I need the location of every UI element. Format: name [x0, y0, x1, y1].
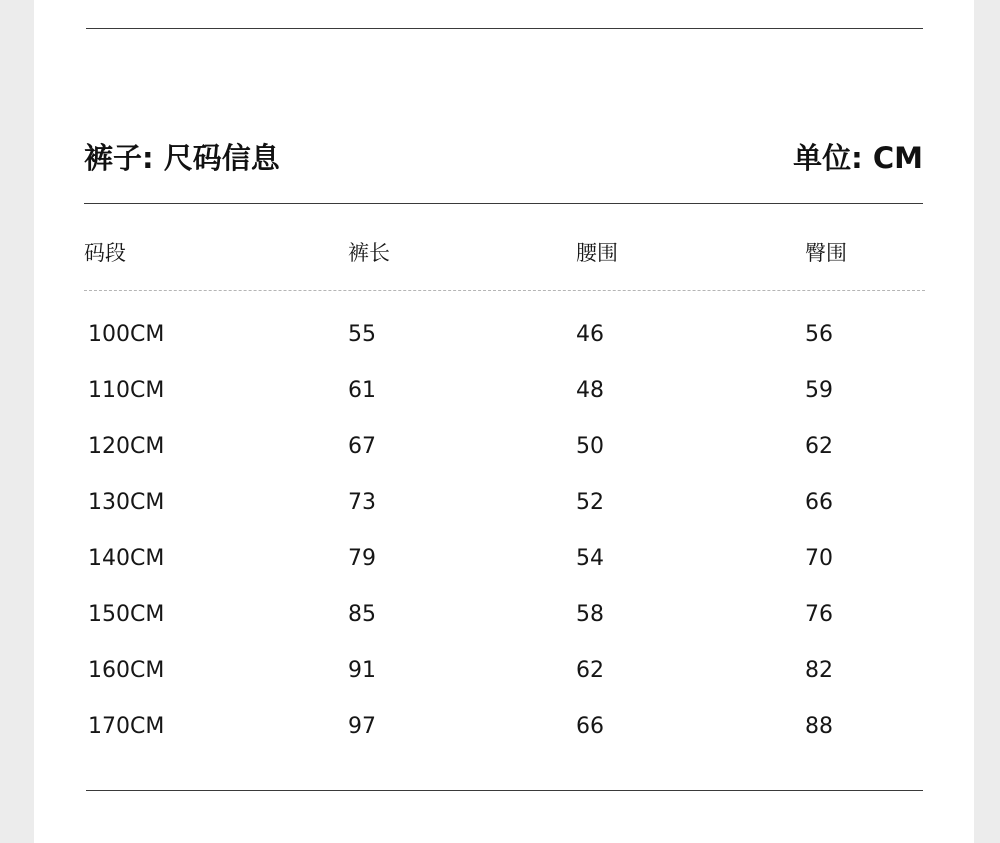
cell-waist: 48: [576, 378, 604, 403]
cell-hip: 56: [805, 322, 833, 347]
cell-waist: 50: [576, 434, 604, 459]
cell-size: 120CM: [88, 434, 165, 459]
page-title: 裤子: 尺码信息: [84, 141, 280, 175]
table-row: [0, 544, 1000, 600]
cell-length: 61: [348, 378, 376, 403]
cell-size: 150CM: [88, 602, 165, 627]
column-header-hip: 臀围: [805, 241, 847, 265]
bottom-divider: [86, 790, 923, 791]
cell-hip: 62: [805, 434, 833, 459]
cell-waist: 52: [576, 490, 604, 515]
column-header-waist: 腰围: [576, 241, 618, 265]
unit-label: 单位: CM: [793, 141, 923, 175]
table-row: [0, 656, 1000, 712]
header-divider: [84, 203, 923, 204]
cell-hip: 66: [805, 490, 833, 515]
cell-waist: 46: [576, 322, 604, 347]
cell-length: 73: [348, 490, 376, 515]
column-header-size: 码段: [84, 241, 126, 265]
table-row: [0, 376, 1000, 432]
cell-waist: 54: [576, 546, 604, 571]
top-divider: [86, 28, 923, 29]
table-row: [0, 600, 1000, 656]
cell-length: 67: [348, 434, 376, 459]
cell-length: 85: [348, 602, 376, 627]
cell-waist: 62: [576, 658, 604, 683]
cell-waist: 66: [576, 714, 604, 739]
column-header-length: 裤长: [348, 241, 390, 265]
table-row: [0, 320, 1000, 376]
cell-hip: 70: [805, 546, 833, 571]
cell-size: 110CM: [88, 378, 165, 403]
table-row: [0, 712, 1000, 768]
header-dashed-divider: [84, 290, 925, 291]
cell-length: 79: [348, 546, 376, 571]
cell-size: 170CM: [88, 714, 165, 739]
table-row: [0, 488, 1000, 544]
cell-length: 97: [348, 714, 376, 739]
cell-waist: 58: [576, 602, 604, 627]
cell-size: 140CM: [88, 546, 165, 571]
cell-size: 100CM: [88, 322, 165, 347]
cell-hip: 59: [805, 378, 833, 403]
cell-size: 130CM: [88, 490, 165, 515]
cell-hip: 82: [805, 658, 833, 683]
cell-length: 91: [348, 658, 376, 683]
cell-size: 160CM: [88, 658, 165, 683]
cell-hip: 76: [805, 602, 833, 627]
cell-hip: 88: [805, 714, 833, 739]
cell-length: 55: [348, 322, 376, 347]
table-row: [0, 432, 1000, 488]
